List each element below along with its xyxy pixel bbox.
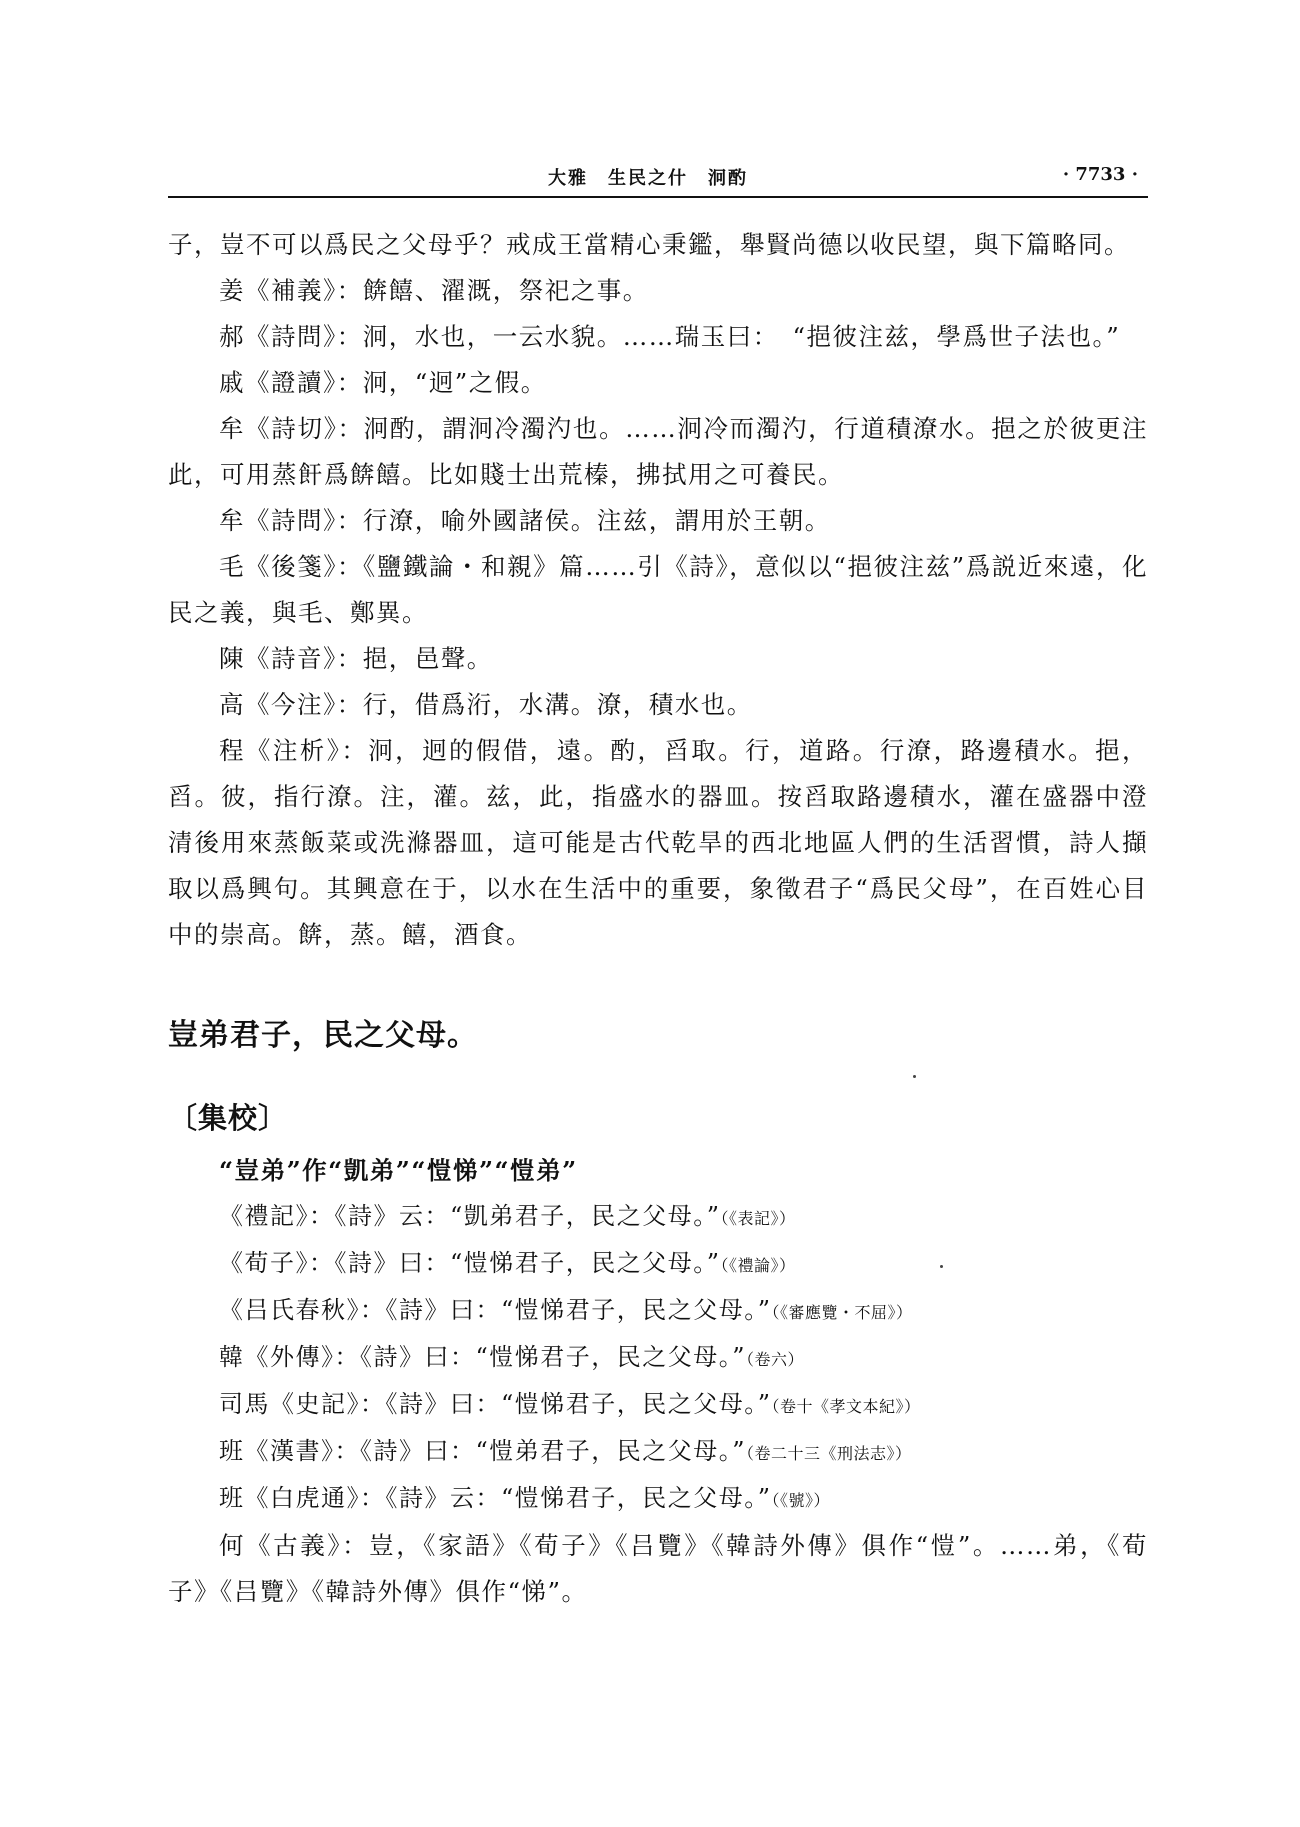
variant-line [168,1288,1148,1335]
commentary-paragraph: 牟《詩問》：行潦，喻外國諸侯。注兹，謂用於王朝。 [219,506,831,535]
variant-text: 《荀子》：《詩》曰：“愷悌君子，民之父母。” [219,1249,721,1277]
paragraph-continuation: 子，豈不可以爲民之父母乎？戒成王當精心秉鑑，舉賢尚德以收民望，與下篇略同。 [168,230,1130,259]
page-body [168,222,1148,1615]
scan-speck [940,1265,943,1268]
variant-line [168,1241,1148,1288]
section-title: 〔集校〕 [168,1101,289,1135]
variant-line [168,1476,1148,1523]
commentary-paragraph: 毛《後箋》：《鹽鐵論・和親》篇……引《詩》，意似以“挹彼注兹”爲説近來遠，化民之義，與毛、鄭異。 [168,552,1148,627]
commentary-paragraph: 姜《補義》：餴饎、濯溉，祭祀之事。 [219,276,649,305]
commentary-paragraph: 高《今注》：行，借爲洐，水溝。潦，積水也。 [219,690,753,719]
variant-text: 司馬《史記》：《詩》曰：“愷悌君子，民之父母。” [219,1390,772,1418]
variant-text: 《禮記》：《詩》云：“凱弟君子，民之父母。” [219,1202,721,1230]
commentary-paragraph: 牟《詩切》：泂酌，謂泂冷濁汋也。……泂冷而濁汋，行道積潦水。挹之於彼更注此，可用蒸飦爲餴饎。比如賤士出荒榛，拂拭用之可養民。 [168,414,1148,489]
commentary-paragraph: 陳《詩音》：挹，邑聲。 [219,644,493,673]
variant-line [168,1335,1148,1382]
page-header [168,160,1148,198]
variant-text: 班《漢書》：《詩》曰：“愷弟君子，民之父母。” [219,1437,747,1465]
final-note: 何《古義》：豈，《家語》《荀子》《吕覽》《韓詩外傳》俱作“愷”。……弟，《荀子》《吕覽》《韓詩外傳》俱作“悌”。 [168,1531,1148,1606]
commentary-paragraph: 郝《詩問》：泂，水也，一云水貌。……瑞玉曰： “挹彼注兹，學爲世子法也。” [219,322,1121,351]
variant-source: （《審應覽・不屈》） [771,1303,913,1322]
variant-source: （《表記》） [720,1209,796,1228]
variant-source: （卷十《孝文本紀》） [771,1397,921,1416]
scan-speck [913,1075,916,1078]
variant-title: “豈弟”作“凱弟”“愷悌”“愷弟” [219,1156,578,1185]
commentary-paragraph: 程《注析》：泂，迥的假借，遠。酌，舀取。行，道路。行潦，路邊積水。挹，舀。彼，指行潦。注，灌。兹，此，指盛水的器皿。按舀取路邊積水，灌在盛器中澄清後用來蒸飯菜或洗滌器皿，這可能是古代乾旱的西北地區人們的生活習慣，詩人擷取以爲興句。其興意在于，以水在生活中的重要，象徵君子“爲民父母”，在百姓心目中的崇高。餴，蒸。饎，酒食。 [168,736,1148,949]
variant-source: （《號》） [771,1491,831,1510]
variant-line [168,1194,1148,1241]
verse-heading: 豈弟君子，民之父母。 [168,1018,478,1053]
variant-source: （卷六） [746,1350,805,1369]
variant-text: 韓《外傳》：《詩》曰：“愷悌君子，民之父母。” [219,1343,747,1371]
variant-source: （《禮論》） [720,1256,796,1275]
variant-line [168,1382,1148,1429]
variant-text: 班《白虎通》：《詩》云：“愷悌君子，民之父母。” [219,1484,772,1512]
variant-line [168,1429,1148,1476]
page-number: · 7733 · [1062,164,1138,185]
variant-source: （卷二十三《刑法志》） [746,1444,912,1463]
commentary-paragraph: 戚《證讀》：泂，“迥”之假。 [219,368,547,397]
running-title: 大雅 生民之什 泂酌 [548,168,748,189]
variant-text: 《吕氏春秋》：《詩》曰：“愷悌君子，民之父母。” [219,1296,772,1324]
